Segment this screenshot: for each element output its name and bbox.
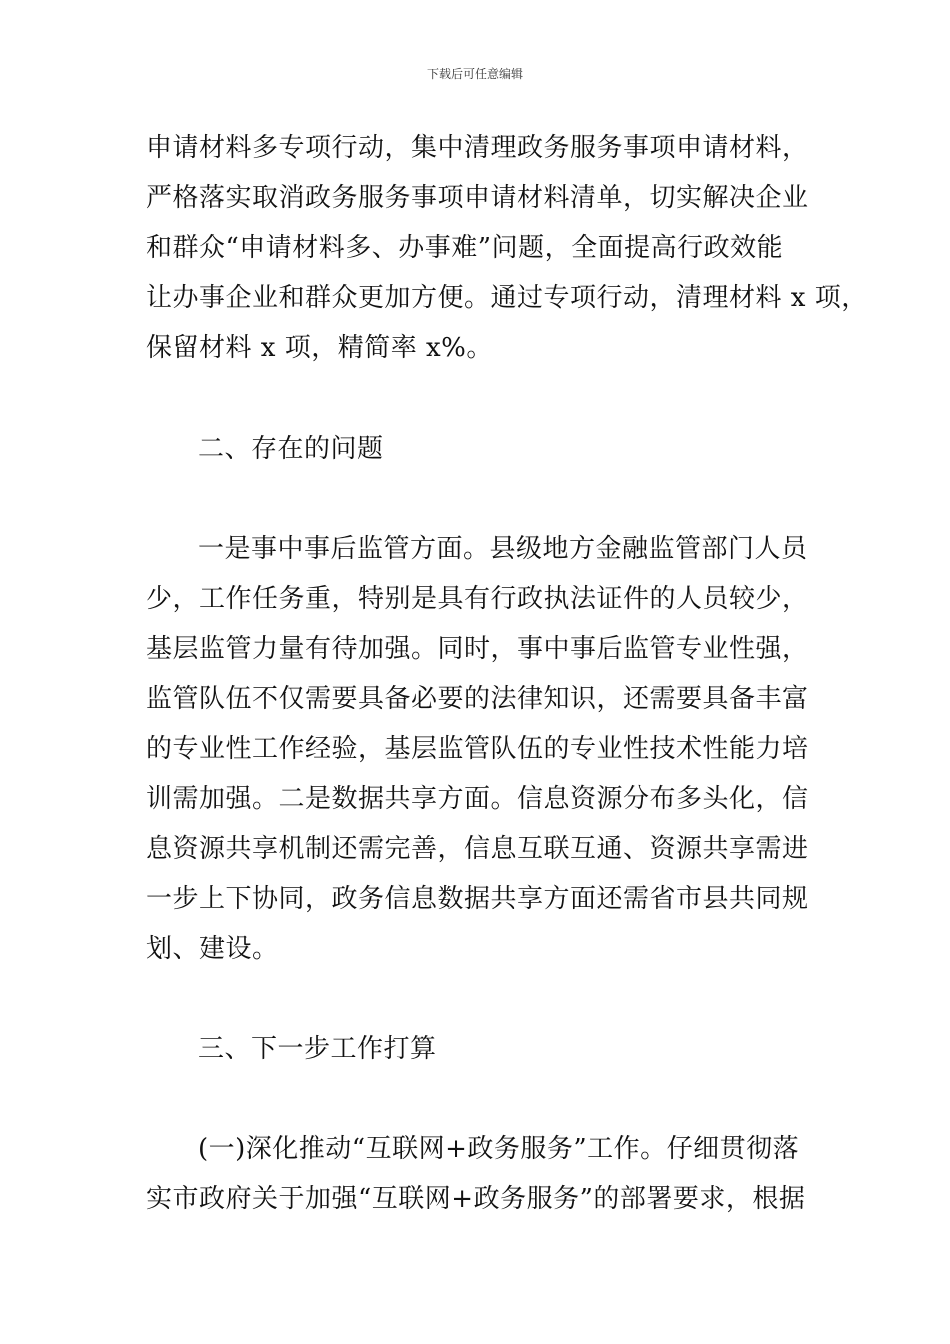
paragraph-2-line-7: 息资源共享机制还需完善，信息互联互通、资源共享需进 xyxy=(146,834,809,864)
paragraph-1-line-2: 严格落实取消政务服务事项申请材料清单，切实解决企业 xyxy=(146,183,809,213)
section-heading-problems: 二、存在的问题 xyxy=(198,434,384,464)
paragraph-2-line-5: 的专业性工作经验，基层监管队伍的专业性技术性能力培 xyxy=(146,734,809,764)
paragraph-2-line-3: 基层监管力量有待加强。同时，事中事后监管专业性强， xyxy=(146,634,809,664)
paragraph-1-line-3: 和群众“申请材料多、办事难”问题，全面提高行政效能 xyxy=(146,233,784,263)
section-heading-next-steps: 三、下一步工作打算 xyxy=(198,1034,437,1064)
page-header-note: 下载后可任意编辑 xyxy=(426,67,523,81)
paragraph-2-line-4: 监管队伍不仅需要具备必要的法律知识，还需要具备丰富 xyxy=(146,684,809,714)
paragraph-2-line-6: 训需加强。二是数据共享方面。信息资源分布多头化，信 xyxy=(146,784,809,814)
paragraph-3-line-1: (一)深化推动“互联网+政务服务”工作。仔细贯彻落 xyxy=(198,1134,800,1164)
paragraph-1-line-1: 申请材料多专项行动，集中清理政务服务事项申请材料， xyxy=(146,133,809,163)
paragraph-2-line-1: 一是事中事后监管方面。县级地方金融监管部门人员 xyxy=(198,534,808,564)
paragraph-2-line-2: 少，工作任务重，特别是具有行政执法证件的人员较少， xyxy=(146,584,809,614)
paragraph-1-line-4: 让办事企业和群众更加方便。通过专项行动，清理材料 x 项， xyxy=(146,283,868,313)
paragraph-2-line-8: 一步上下协同，政务信息数据共享方面还需省市县共同规 xyxy=(146,884,809,914)
paragraph-1-line-5: 保留材料 x 项，精简率 x%。 xyxy=(146,333,493,363)
paragraph-3-line-2: 实市政府关于加强“互联网+政务服务”的部署要求，根据 xyxy=(146,1184,806,1214)
paragraph-2-line-9: 划、建设。 xyxy=(146,934,279,964)
